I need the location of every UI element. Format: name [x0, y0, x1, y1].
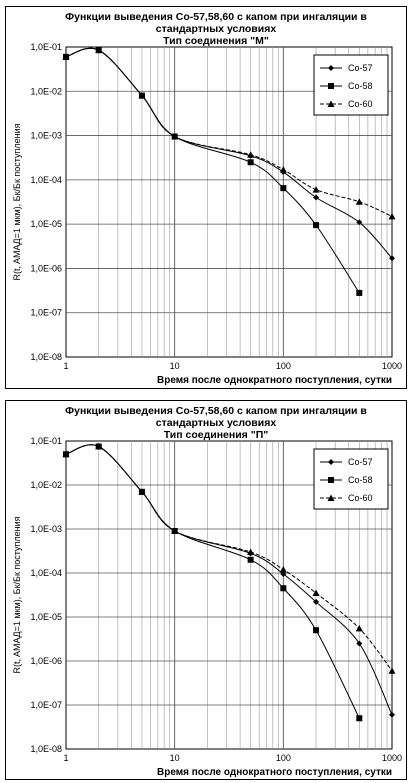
chart-title-line-3: Тип соединения "П": [163, 429, 269, 441]
legend-label: Co-57: [348, 63, 373, 73]
y-tick-label: 1,0E-04: [30, 174, 62, 185]
chart-title-line-1: Функции выведения Co-57,58,60 с капом при ингаляции в: [65, 11, 367, 23]
chart-title-line-1: Функции выведения Co-57,58,60 с капом при ингаляции в: [65, 405, 367, 417]
legend-label: Co-58: [348, 81, 373, 91]
y-tick-label: 1,0E-06: [30, 263, 62, 274]
data-point: [248, 557, 254, 563]
y-axis-label: R(t, AMAД=1 мкм), Бк/Бк поступления: [12, 123, 22, 281]
y-tick-label: 1,0E-03: [30, 130, 62, 141]
x-axis-label: Время после однократного поступления, сутки: [156, 767, 392, 778]
x-tick-label: 1: [63, 361, 69, 371]
y-tick-label: 1,0E-01: [30, 436, 62, 446]
y-tick-label: 1,0E-05: [30, 612, 62, 622]
legend-marker: [328, 83, 334, 89]
y-tick-label: 1,0E-02: [30, 480, 62, 490]
data-point: [280, 585, 286, 591]
chart-panel-m: [5, 6, 407, 389]
x-axis-label: Время после однократного поступления, сутки: [156, 375, 392, 386]
legend-label: Co-57: [348, 457, 373, 467]
y-tick-label: 1,0E-01: [30, 42, 62, 52]
x-tick-label: 10: [169, 361, 180, 371]
y-tick-label: 1,0E-06: [30, 656, 62, 666]
chart-title-line-2: стандартных условиях: [155, 23, 277, 35]
y-tick-label: 1,0E-08: [30, 352, 62, 362]
data-point: [356, 290, 362, 296]
chart-panel-p: [5, 400, 407, 780]
data-point: [248, 159, 254, 165]
chart-title-line-2: стандартных условиях: [155, 417, 277, 429]
data-point: [280, 185, 286, 191]
x-tick-label: 10: [169, 753, 180, 763]
x-tick-label: 1000: [381, 753, 403, 763]
y-tick-label: 1,0E-08: [30, 744, 62, 754]
chart-svg: [6, 401, 408, 781]
y-tick-label: 1,0E-05: [30, 219, 62, 230]
x-tick-label: 100: [275, 361, 291, 371]
data-point: [313, 627, 319, 633]
legend-marker: [328, 477, 334, 483]
x-tick-label: 1000: [381, 361, 403, 371]
legend-label: Co-58: [348, 475, 373, 485]
x-tick-label: 1: [63, 753, 69, 763]
y-tick-label: 1,0E-04: [30, 568, 62, 578]
chart-title-line-3: Тип соединения "М": [163, 35, 269, 47]
legend: [314, 55, 388, 115]
y-tick-label: 1,0E-02: [30, 86, 62, 97]
chart-svg: [6, 7, 408, 390]
y-tick-label: 1,0E-07: [30, 700, 62, 710]
legend-label: Co-60: [348, 99, 373, 109]
x-tick-label: 100: [275, 753, 291, 763]
legend: [314, 449, 388, 509]
y-tick-label: 1,0E-03: [30, 524, 62, 534]
data-point: [313, 222, 319, 228]
legend-label: Co-60: [348, 493, 373, 503]
y-tick-label: 1,0E-07: [30, 307, 62, 318]
y-axis-label: R(t, AMAД=1 мкм), Бк/Бк поступления: [12, 516, 22, 674]
data-point: [356, 715, 362, 721]
